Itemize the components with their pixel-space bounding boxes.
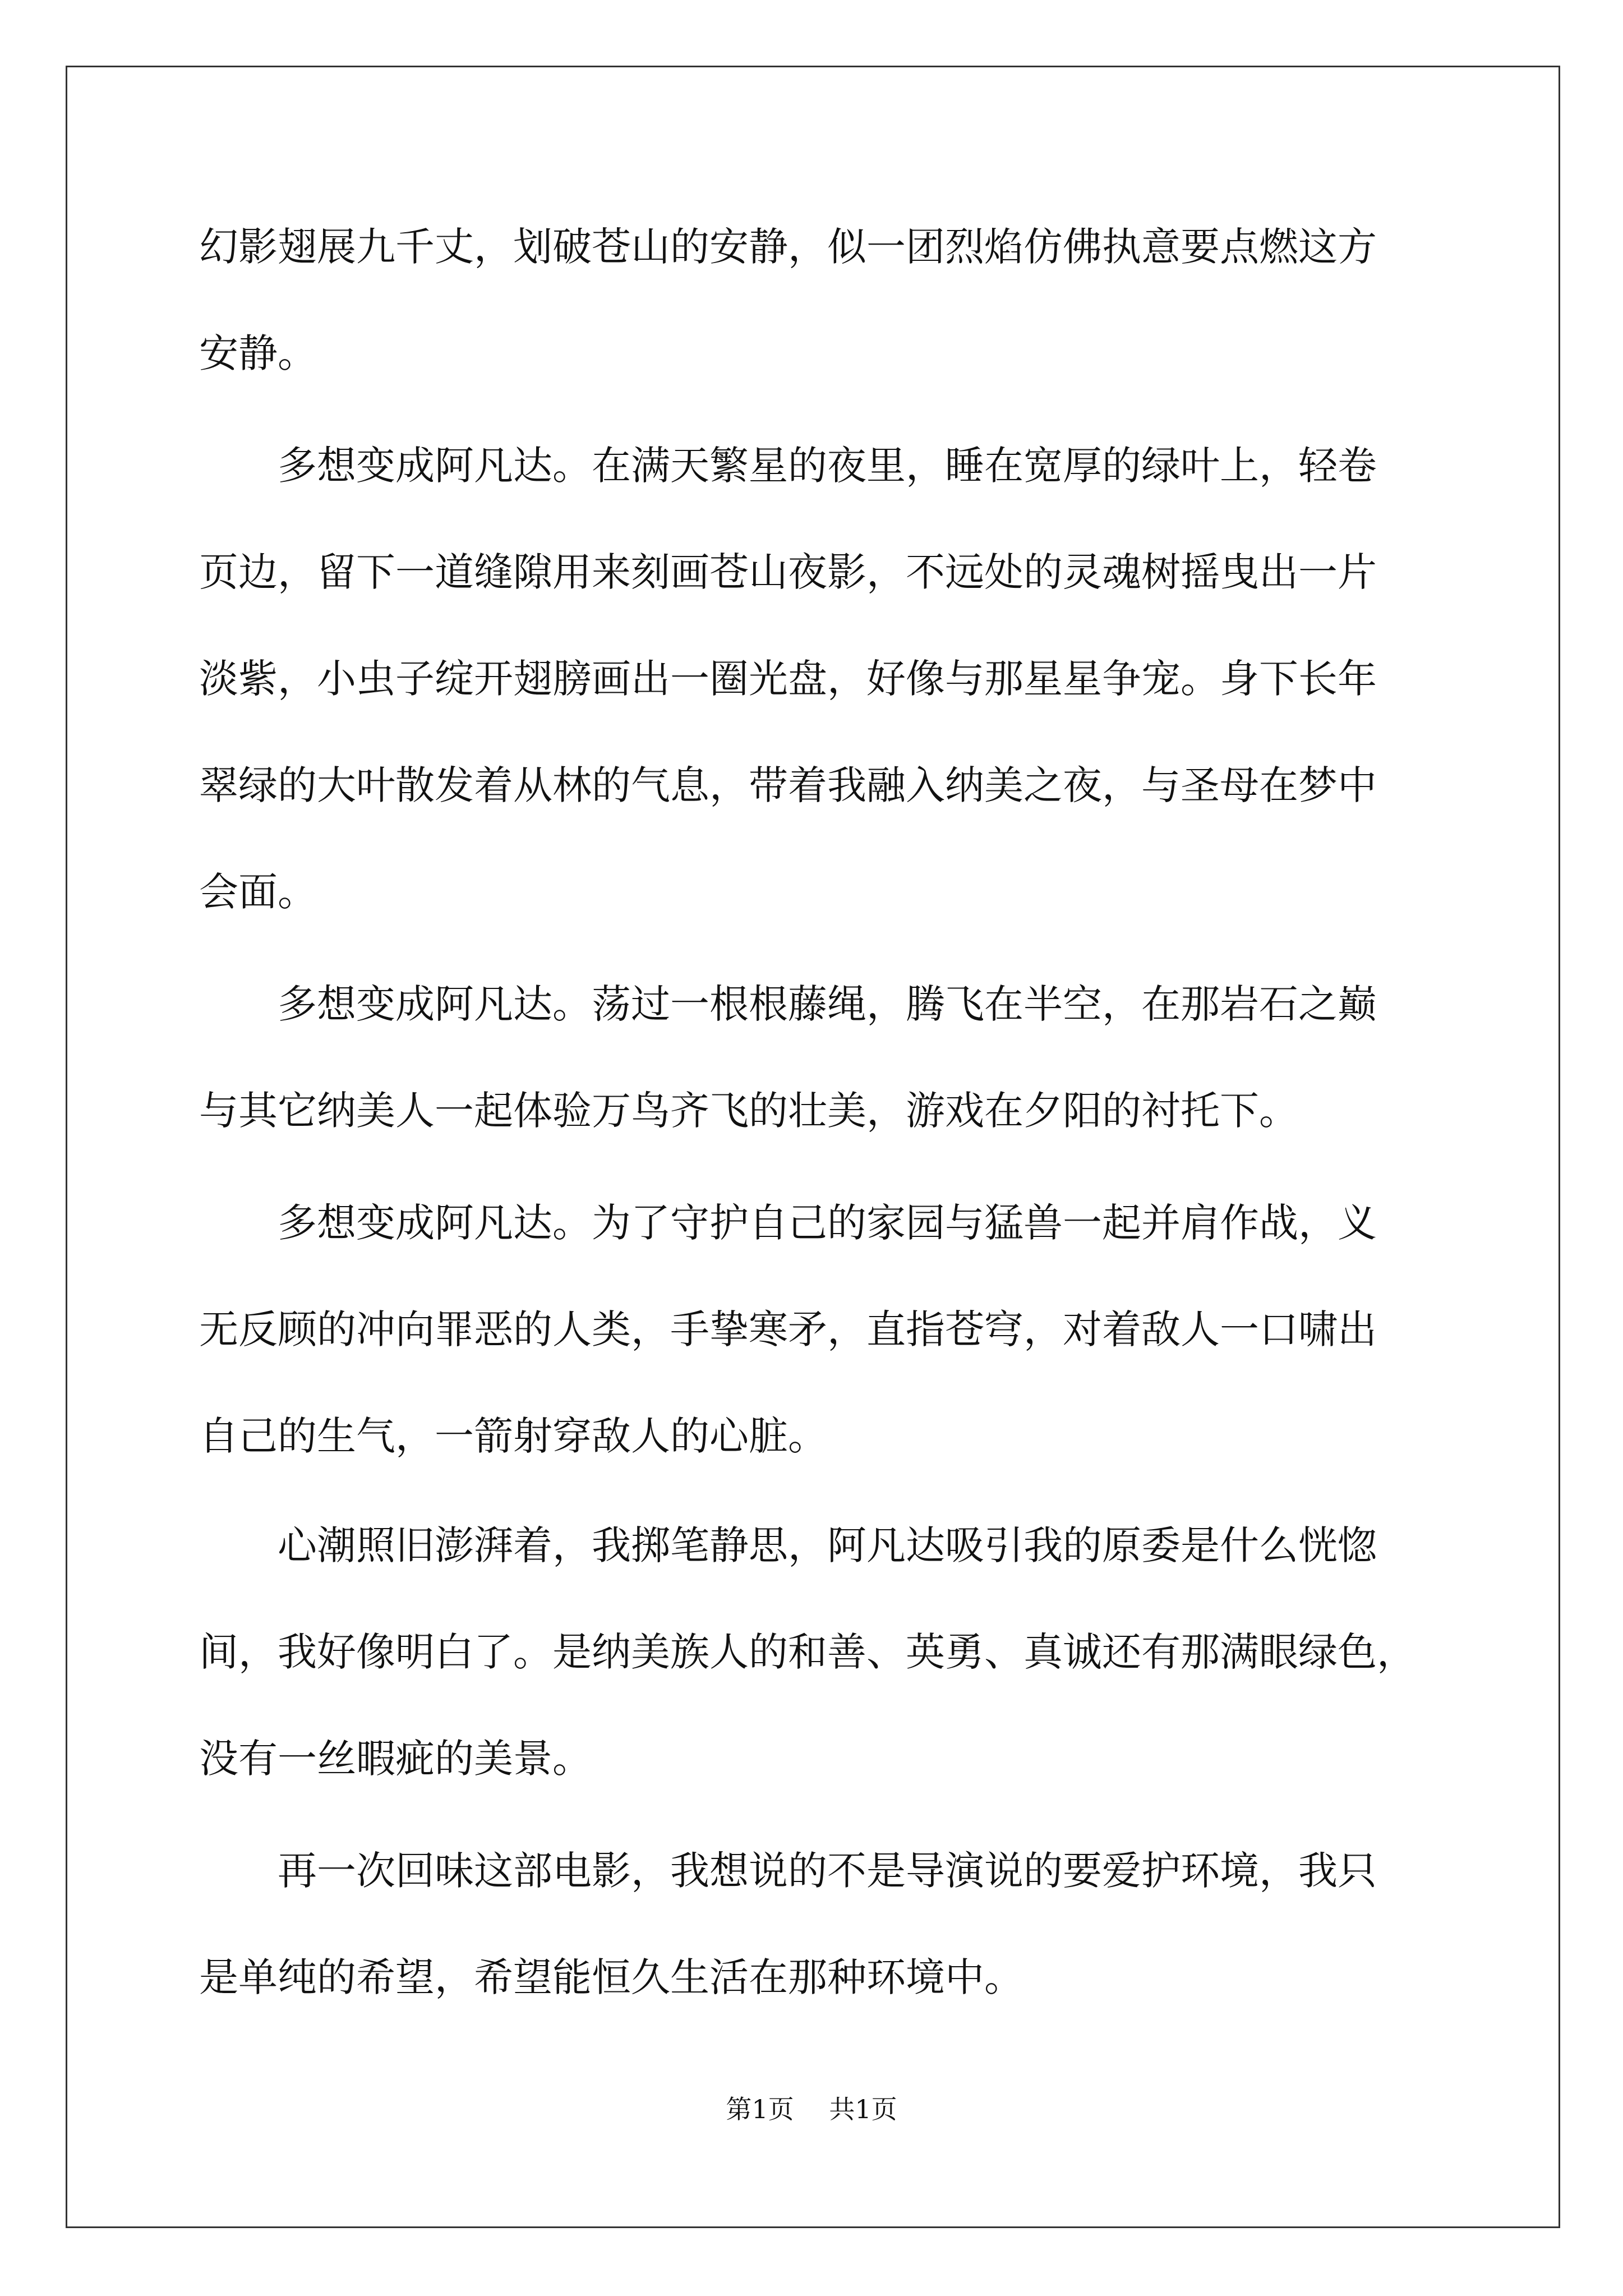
text-line: 与其它纳美人一起体验万鸟齐飞的壮美，游戏在夕阳的衬托下。 [199, 1088, 1298, 1134]
text-line: 页边，留下一道缝隙用来刻画苍山夜影，不远处的灵魂树摇曳出一片 [199, 549, 1377, 595]
text-line: 淡紫，小虫子绽开翅膀画出一圈光盘，好像与那星星争宠。身下长年 [199, 656, 1377, 702]
text-line: 会面。 [199, 869, 317, 915]
paragraph-1 [199, 194, 1433, 407]
paragraph-4 [199, 1170, 1433, 1489]
page-number-total: 共1页 [829, 2094, 897, 2124]
paragraph-3 [199, 951, 1433, 1164]
text-line: 多想变成阿凡达。在满天繁星的夜里，睡在宽厚的绿叶上，轻卷 [199, 443, 1377, 489]
text-line: 无反顾的冲向罪恶的人类，手挚寒矛，直指苍穹，对着敌人一口啸出 [199, 1306, 1377, 1352]
paragraph-5 [199, 1492, 1433, 1812]
page-footer [0, 2092, 1623, 2126]
text-line: 间，我好像明白了。是纳美族人的和善、英勇、真诚还有那满眼绿色， [199, 1629, 1416, 1675]
text-line: 自己的生气，一箭射穿敌人的心脏。 [199, 1413, 827, 1459]
text-line: 幻影翅展九千丈，划破苍山的安静，似一团烈焰仿佛执意要点燃这方 [199, 224, 1377, 270]
page-number-current: 第1页 [726, 2094, 794, 2124]
text-line: 没有一丝暇疵的美景。 [199, 1736, 592, 1782]
text-line: 多想变成阿凡达。荡过一根根藤绳，腾飞在半空，在那岩石之巅 [199, 981, 1377, 1027]
text-line: 再一次回味这部电影，我想说的不是导演说的要爱护环境，我只 [199, 1848, 1377, 1894]
text-line: 翠绿的大叶散发着从林的气息，带着我融入纳美之夜，与圣母在梦中 [199, 762, 1377, 808]
paragraph-2 [199, 412, 1433, 945]
text-line: 安静。 [199, 330, 317, 376]
text-line: 心潮照旧澎湃着，我掷笔静思，阿凡达吸引我的原委是什么恍惚 [199, 1522, 1377, 1568]
text-line: 多想变成阿凡达。为了守护自己的家园与猛兽一起并肩作战，义 [199, 1200, 1377, 1246]
text-line: 是单纯的希望，希望能恒久生活在那种环境中。 [199, 1954, 1023, 2000]
paragraph-6 [199, 1818, 1433, 2031]
